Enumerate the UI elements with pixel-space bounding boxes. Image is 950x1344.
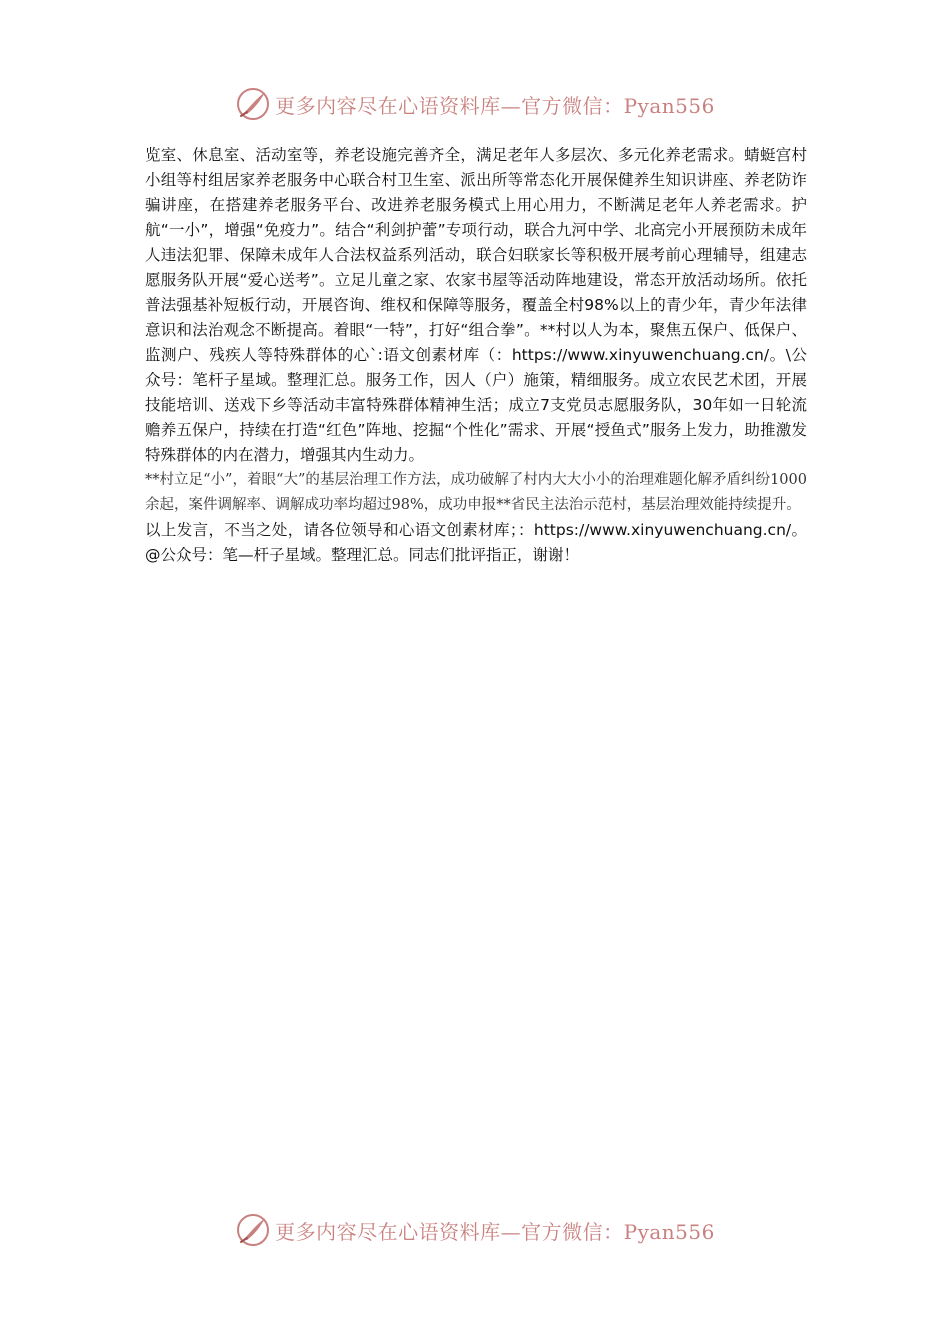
quill-pen-logo-icon <box>235 1212 271 1248</box>
closing-paragraph: 以上发言，不当之处，请各位领导和心语文创素材库；：https://www.xinyuwenchuang.cn/。@公众号：笔—杆子星域。整理汇总。同志们批评指正，谢谢！ <box>145 521 807 564</box>
header-watermark-banner <box>0 82 950 126</box>
quill-pen-logo-icon <box>235 86 271 122</box>
body-paragraph-1: 览室、休息室、活动室等，养老设施完善齐全，满足老年人多层次、多元化养老需求。蜻蜓宫村小组等村组居家养老服务中心联合村卫生室、派出所等常态化开展保健养生知识讲座、养老防诈骗讲座，在搭建养老服务平台、改进养老服务模式上用心用力，不断满足老年人养老需求。护航“一小”，增强“免疫力”。结合“利剑护蕾”专项行动，联合九河中学、北高完小开展预防未成年人违法犯罪、保障未成年人合法权益系列活动，联合妇联家长等积极开展考前心理辅导，组建志愿服务队开展“爱心送考”。立足儿童之家、农家书屋等活动阵地建设，常态开放活动场所。依托普法强基补短板行动，开展咨询、维权和保障等服务，覆盖全村98%以上的青少年，青少年法律意识和法治观念不断提高。着眼“一特”，打好“组合拳”。**村以人为本，聚焦五保户、低保户、监测户、残疾人等特殊群体的心`:语文创素材库（：https://www.xinyuwenchuang.cn/。\公众号：笔杆子星域。整理汇总。服务工作，因人（户）施策，精细服务。成立农民艺术团，开展技能培训、送戏下乡等活动丰富特殊群体精神生活；成立7支党员志愿服务队，30年如一日轮流赡养五保户，持续在打造“红色”阵地、挖掘“个性化”需求、开展“授鱼式”服务上发力，助推激发特殊群体的内在潜力，增强其内生动力。 <box>145 146 807 464</box>
footer-watermark-text: 更多内容尽在心语资料库—官方微信：Pyan556 <box>275 1219 715 1244</box>
body-paragraph-2: **村立足“小”，着眼“大”的基层治理工作方法，成功破解了村内大大小小的治理难题化解矛盾纠纷1000余起，案件调解率、调解成功率均超过98%，成功申报**省民主法治示范村，基层治理效能持续提升。 <box>145 472 807 513</box>
footer-watermark-banner <box>0 1208 950 1252</box>
header-watermark-text: 更多内容尽在心语资料库—官方微信：Pyan556 <box>275 93 715 118</box>
document-body <box>145 143 807 568</box>
